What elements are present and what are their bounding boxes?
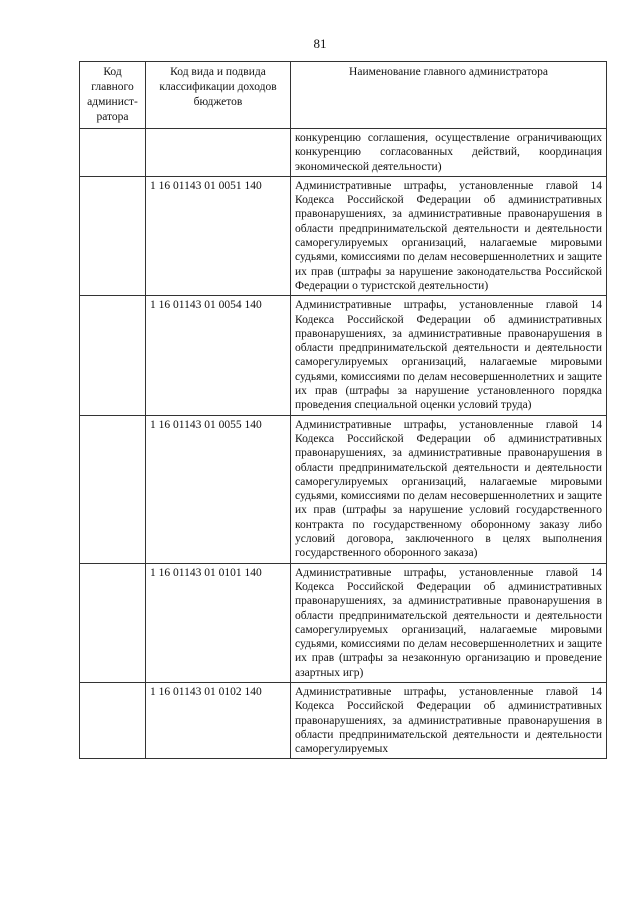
revenue-code-cell: 1 16 01143 01 0051 140 <box>146 176 291 295</box>
table-row <box>80 682 607 758</box>
table-row <box>80 176 607 295</box>
admin-code-cell <box>80 563 146 682</box>
revenue-code-cell: 1 16 01143 01 0055 140 <box>146 415 291 563</box>
admin-code-cell <box>80 415 146 563</box>
table-row <box>80 129 607 177</box>
admin-name-cell: конкуренцию соглашения, осуществление ограничивающих конкуренцию согласованных действий, координация экономической деятельности) <box>291 129 607 177</box>
page-number: 81 <box>313 36 327 51</box>
revenue-codes-table <box>79 61 607 759</box>
admin-name-cell: Административные штрафы, установленные главой 14 Кодекса Российской Федерации об административных правонарушениях, за административные правонарушения в области предпринимательской деятельности и деятельности саморегулируемых организаций, налагаемые мировыми судьями, комиссиями по делам несовершеннолетних и защите их прав (штрафы за нарушение установленного порядка проведения специальной оценки условий труда) <box>291 296 607 415</box>
revenue-code-cell: 1 16 01143 01 0102 140 <box>146 682 291 758</box>
header-revenue-code: Код вида и подвида классификации доходов бюджетов <box>146 62 291 129</box>
admin-name-cell: Административные штрафы, установленные главой 14 Кодекса Российской Федерации об административных правонарушениях, за административные правонарушения в области предпринимательской деятельности и деятельности саморегулируемых <box>291 682 607 758</box>
table-row <box>80 296 607 415</box>
revenue-code-cell: 1 16 01143 01 0054 140 <box>146 296 291 415</box>
admin-code-cell <box>80 682 146 758</box>
table-row <box>80 415 607 563</box>
admin-code-cell <box>80 176 146 295</box>
admin-code-cell <box>80 296 146 415</box>
header-admin-code: Код главного админист-ратора <box>80 62 146 129</box>
table-header-row <box>80 62 607 129</box>
table-row <box>80 563 607 682</box>
revenue-code-cell <box>146 129 291 177</box>
admin-code-cell <box>80 129 146 177</box>
admin-name-cell: Административные штрафы, установленные главой 14 Кодекса Российской Федерации об административных правонарушениях, за административные правонарушения в области предпринимательской деятельности и деятельности саморегулируемых организаций, налагаемые мировыми судьями, комиссиями по делам несовершеннолетних и защите их прав (штрафы за нарушение законодательства Российской Федерации о туристской деятельности) <box>291 176 607 295</box>
admin-name-cell: Административные штрафы, установленные главой 14 Кодекса Российской Федерации об административных правонарушениях, за административные правонарушения в области предпринимательской деятельности и деятельности саморегулируемых организаций, налагаемые мировыми судьями, комиссиями по делам несовершеннолетних и защите их прав (штрафы за нарушение условий государственного контракта по государственному оборонному заказу либо условий договора, заключенного в целях выполнения государственного оборонного заказа) <box>291 415 607 563</box>
revenue-code-cell: 1 16 01143 01 0101 140 <box>146 563 291 682</box>
header-admin-name: Наименование главного администратора <box>291 62 607 129</box>
admin-name-cell: Административные штрафы, установленные главой 14 Кодекса Российской Федерации об административных правонарушениях, за административные правонарушения в области предпринимательской деятельности и деятельности саморегулируемых организаций, налагаемые мировыми судьями, комиссиями по делам несовершеннолетних и защите их прав (штрафы за незаконную организацию и проведение азартных игр) <box>291 563 607 682</box>
